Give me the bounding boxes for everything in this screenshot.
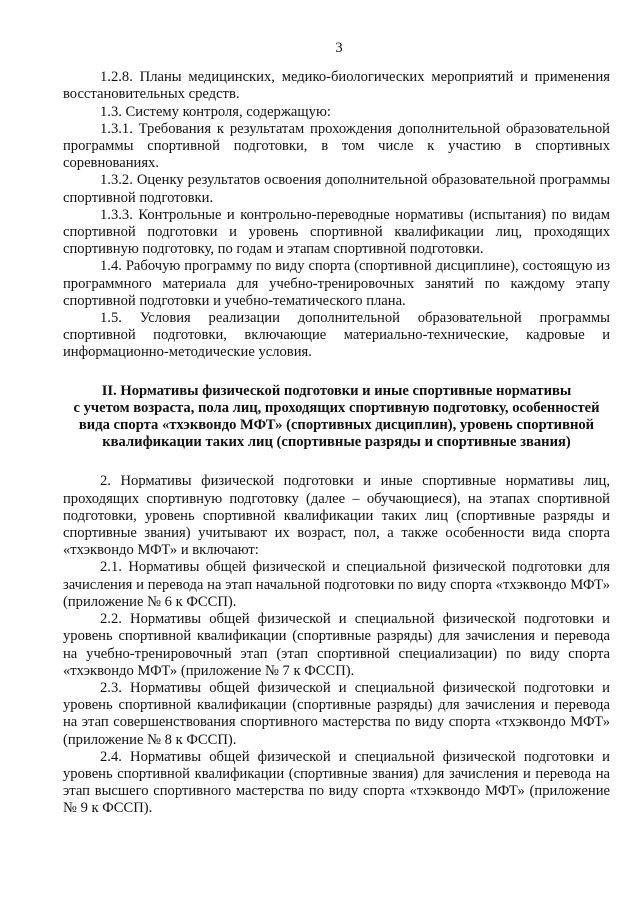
section-heading-line: квалификации таких лиц (спортивные разряды и спортивные звания) <box>102 434 571 451</box>
paragraph-1-3-1: 1.3.1. Требования к результатам прохождения дополнительной образовательной программы спортивной подготовки, в том числе к участию в спортивных соревнованиях. <box>63 120 610 172</box>
bottom-paragraphs <box>63 473 610 817</box>
page-number: 3 <box>335 40 343 56</box>
section-heading <box>63 383 610 452</box>
paragraph-1-4: 1.4. Рабочую программу по виду спорта (спортивной дисциплине), состоящую из программного материала для учебно-тренировочных занятий по каждому этапу спортивной подготовки и учебно-тематического плана. <box>63 258 610 309</box>
paragraph-2: 2. Нормативы физической подготовки и иные спортивные нормативы лиц, проходящих спортивную подготовку (далее – обучающиеся), на этапах спортивной подготовки, уровень спортивной квалификации таких лиц (спортивные разряды и спортивные звания) учитывают их возраст, пол, а также особенности вида спорта «тхэквондо МФТ» и включают: <box>63 473 610 559</box>
paragraph-1-5: 1.5. Условия реализации дополнительной образовательной программы спортивной подготовки, включающие материально-технические, кадровые и информационно-методические условия. <box>63 310 610 361</box>
section-heading-line: с учетом возраста, пола лиц, проходящих спортивную подготовку, особенностей <box>73 399 600 416</box>
paragraph-2-3: 2.3. Нормативы общей физической и специальной физической подготовки и уровень спортивной квалификации (спортивные разряды) для зачисления и перевода на этап совершенствования спортивного мастерства по виду спорта «тхэквондо МФТ» (приложение № 8 к ФССП). <box>63 679 610 748</box>
paragraph-2-1: 2.1. Нормативы общей физической и специальной физической подготовки для зачисления и перевода на этап начальной подготовки по виду спорта «тхэквондо МФТ» (приложение № 6 к ФССП). <box>63 559 610 610</box>
top-paragraphs <box>63 69 610 361</box>
paragraph-1-3: 1.3. Систему контроля, содержащую: <box>100 103 331 120</box>
paragraph-2-2: 2.2. Нормативы общей физической и специальной физической подготовки и уровень спортивной квалификации (спортивные разряды) для зачисления и перевода на учебно-тренировочный этап (этап спортивной специализации) по виду спорта «тхэквондо МФТ» (приложение № 7 к ФССП). <box>63 611 610 679</box>
section-heading-line: II. Нормативы физической подготовки и иные спортивные нормативы <box>101 382 572 399</box>
paragraph-1-3-3: 1.3.3. Контрольные и контрольно-переводные нормативы (испытания) по видам спортивной подготовки и уровень спортивной квалификации лиц, проходящих спортивную подготовку, по годам и этапам спортивной подготовки. <box>63 206 610 258</box>
paragraph-1-2-8: 1.2.8. Планы медицинских, медико-биологических мероприятий и применения восстановительных средств. <box>63 69 610 103</box>
paragraph-1-3-2: 1.3.2. Оценку результатов освоения дополнительной образовательной программы спортивной подготовки. <box>63 172 610 206</box>
paragraph-2-4: 2.4. Нормативы общей физической и специальной физической подготовки и уровень спортивной квалификации (спортивные звания) для зачисления и перевода на этап высшего спортивного мастерства по виду спорта «тхэквондо МФТ» (приложение № 9 к ФССП). <box>63 748 610 817</box>
section-heading-line: вида спорта «тхэквондо МФТ» (спортивных дисциплин), уровень спортивной <box>78 417 595 434</box>
